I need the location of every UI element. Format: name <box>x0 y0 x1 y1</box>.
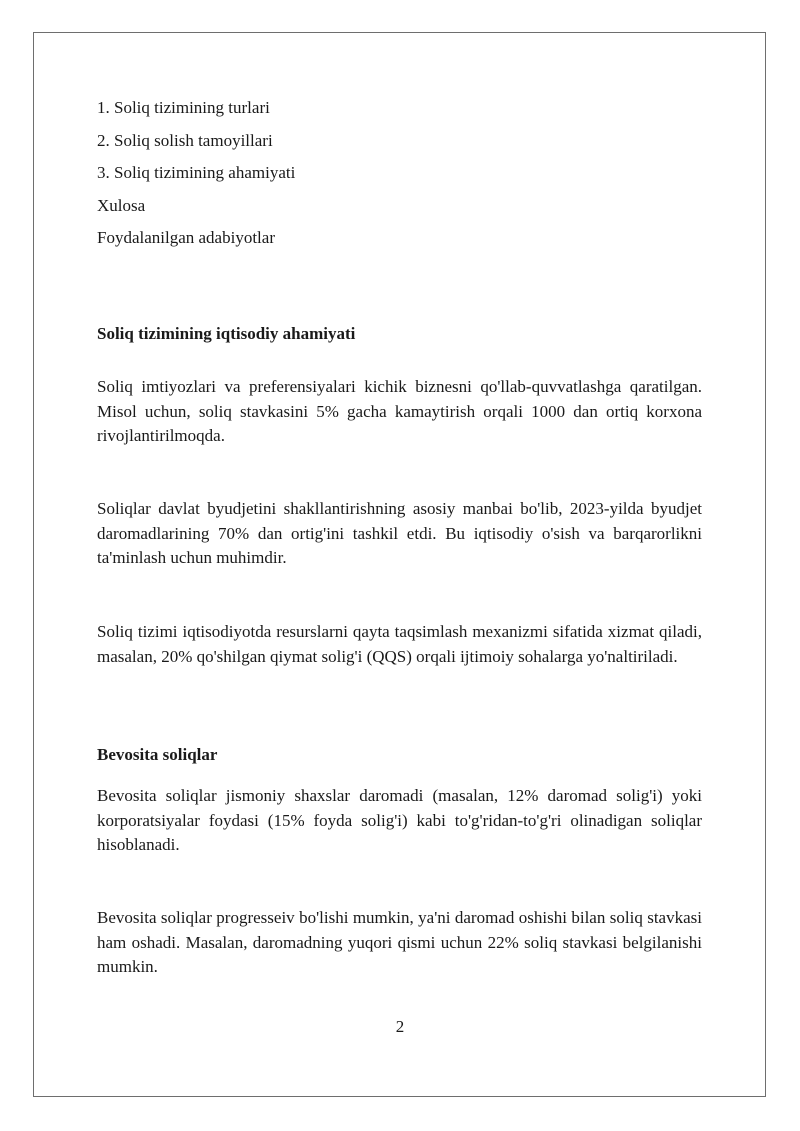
toc-item: 3. Soliq tizimining ahamiyati <box>97 163 296 182</box>
section-heading: Soliq tizimining iqtisodiy ahamiyati <box>97 324 356 343</box>
table-of-contents <box>97 96 702 259</box>
toc-item: Foydalanilgan adabiyotlar <box>97 228 275 247</box>
paragraph: Bevosita soliqlar jismoniy shaxslar daromadi (masalan, 12% daromad solig'i) yoki korporatsiyalar foydasi (15% foyda solig'i) kabi to'g'ridan-to'g'ri olinadigan soliqlar hisoblanadi. <box>97 786 702 855</box>
section-heading: Bevosita soliqlar <box>97 745 218 764</box>
paragraph: Bevosita soliqlar progresseiv bo'lishi mumkin, ya'ni daromad oshishi bilan soliq stavkasi ham oshadi. Masalan, daromadning yuqori qismi uchun 22% soliq stavkasi belgilanishi mumkin. <box>97 908 702 977</box>
page-number: 2 <box>395 1017 405 1036</box>
paragraph: Soliq imtiyozlari va preferensiyalari kichik biznesni qo'llab-quvvatlashga qaratilgan. Misol uchun, soliq stavkasini 5% gacha kamaytirish orqali 1000 dan ortiq korxona rivojlantirilmoqda. <box>97 377 702 446</box>
paragraph: Soliq tizimi iqtisodiyotda resurslarni qayta taqsimlash mexanizmi sifatida xizmat qiladi, masalan, 20% qo'shilgan qiymat solig'i (QQS) orqali ijtimoiy sohalarga yo'naltiriladi. <box>97 622 702 666</box>
paragraph: Soliqlar davlat byudjetini shakllantirishning asosiy manbai bo'lib, 2023-yilda byudjet daromadlarining 70% dan ortig'ini tashkil etdi. Bu iqtisodiy o'sish va barqarorlikni ta'minlash uchun muhimdir. <box>97 499 702 568</box>
toc-item: Xulosa <box>97 195 146 215</box>
toc-item: 2. Soliq solish tamoyillari <box>97 130 273 150</box>
toc-item: 1. Soliq tizimining turlari <box>97 98 270 117</box>
